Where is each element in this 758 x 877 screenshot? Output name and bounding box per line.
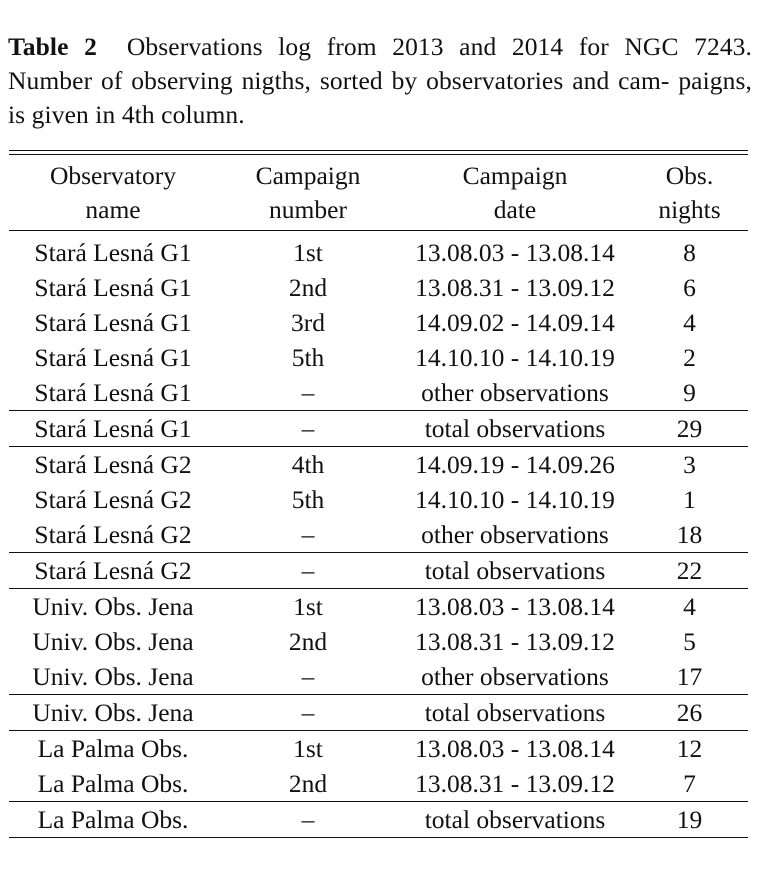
cell-campaign: 5th — [291, 485, 325, 514]
cell-observatory: Stará Lesná G1 — [34, 378, 192, 407]
header-observatory: Observatory name — [49, 161, 177, 224]
cell-observatory: Stará Lesná G2 — [9, 553, 217, 589]
cell-nights: 7 — [683, 769, 696, 798]
cell-campaign: – — [217, 411, 399, 447]
cell-nights: 5 — [683, 627, 696, 656]
header-row — [9, 155, 748, 231]
cell-date: 14.09.02 - 14.09.14 — [415, 308, 615, 337]
cell-nights: 26 — [631, 695, 748, 731]
cell-campaign: – — [217, 695, 399, 731]
cell-nights: 9 — [683, 378, 696, 407]
cell-campaign: – — [301, 378, 315, 407]
cell-nights: 18 — [676, 520, 703, 549]
table-caption — [8, 30, 752, 132]
cell-nights: 12 — [676, 734, 703, 763]
cell-campaign: 2nd — [288, 769, 328, 798]
cell-date: 14.10.10 - 14.10.19 — [415, 343, 615, 372]
cell-date: 13.08.03 - 13.08.14 — [415, 734, 615, 763]
table-row — [9, 231, 748, 270]
cell-observatory: Stará Lesná G2 — [34, 485, 192, 514]
cell-nights: 29 — [631, 411, 748, 447]
table-row — [9, 517, 748, 553]
header-obs-nights: Obs. nights — [658, 161, 721, 224]
cell-date: total observations — [399, 695, 631, 731]
cell-date: 13.08.31 - 13.09.12 — [415, 769, 615, 798]
cell-nights: 22 — [631, 553, 748, 589]
table-row — [9, 270, 748, 305]
cell-campaign: – — [217, 802, 399, 838]
cell-campaign: 1st — [293, 592, 323, 621]
table-row — [9, 766, 748, 802]
cell-campaign: – — [301, 520, 315, 549]
cell-date: total observations — [399, 411, 631, 447]
observations-table — [9, 150, 748, 838]
cell-observatory: Univ. Obs. Jena — [32, 592, 194, 621]
table-grid — [9, 155, 748, 838]
cell-date: 14.10.10 - 14.10.19 — [415, 485, 615, 514]
cell-date: total observations — [399, 802, 631, 838]
cell-date: other observations — [421, 520, 609, 549]
table-row — [9, 447, 748, 483]
cell-nights: 6 — [683, 273, 696, 302]
table-row — [9, 731, 748, 767]
cell-observatory: Univ. Obs. Jena — [9, 695, 217, 731]
cell-date: total observations — [399, 553, 631, 589]
cell-campaign: 3rd — [291, 308, 325, 337]
cell-observatory: Univ. Obs. Jena — [32, 627, 194, 656]
cell-date: other observations — [421, 662, 609, 691]
cell-nights: 4 — [683, 592, 696, 621]
cell-nights: 1 — [683, 485, 696, 514]
cell-observatory: Stará Lesná G1 — [34, 308, 192, 337]
caption-text: Observations log from 2013 and 2014 for NGC 7243. Number of observing nigths, sorted by observatories and cam- paigns, is given in 4th column. — [8, 32, 752, 129]
cell-date: other observations — [421, 378, 609, 407]
cell-nights: 2 — [683, 343, 696, 372]
cell-observatory: Stará Lesná G2 — [34, 450, 192, 479]
cell-observatory: Stará Lesná G1 — [34, 273, 192, 302]
total-row — [9, 553, 748, 589]
table-row — [9, 375, 748, 411]
cell-observatory: La Palma Obs. — [37, 769, 189, 798]
table-row — [9, 659, 748, 695]
cell-campaign: 2nd — [288, 627, 328, 656]
cell-date: 13.08.03 - 13.08.14 — [415, 238, 615, 267]
cell-campaign: 1st — [293, 734, 323, 763]
cell-campaign: 2nd — [288, 273, 328, 302]
cell-campaign: 1st — [293, 238, 323, 267]
header-campaign-date: Campaign date — [462, 161, 568, 224]
table-row — [9, 589, 748, 625]
cell-observatory: Univ. Obs. Jena — [32, 662, 194, 691]
cell-campaign: 5th — [291, 343, 325, 372]
cell-campaign: – — [301, 662, 315, 691]
cell-observatory: Stará Lesná G1 — [9, 411, 217, 447]
table-row — [9, 482, 748, 517]
cell-observatory: Stará Lesná G1 — [34, 343, 192, 372]
cell-date: 13.08.31 - 13.09.12 — [415, 273, 615, 302]
total-row — [9, 695, 748, 731]
total-row — [9, 411, 748, 447]
cell-observatory: Stará Lesná G2 — [34, 520, 192, 549]
cell-nights: 19 — [631, 802, 748, 838]
cell-nights: 4 — [683, 308, 696, 337]
table-row — [9, 340, 748, 375]
cell-campaign: 4th — [291, 450, 325, 479]
cell-observatory: Stará Lesná G1 — [34, 238, 192, 267]
caption-label: Table 2 — [8, 32, 97, 61]
cell-nights: 3 — [683, 450, 696, 479]
cell-date: 13.08.03 - 13.08.14 — [415, 592, 615, 621]
cell-observatory: La Palma Obs. — [9, 802, 217, 838]
cell-nights: 8 — [683, 238, 696, 267]
table-row — [9, 305, 748, 340]
header-campaign-number: Campaign number — [255, 161, 361, 224]
table-row — [9, 624, 748, 659]
cell-nights: 17 — [676, 662, 703, 691]
total-row — [9, 802, 748, 838]
cell-campaign: – — [217, 553, 399, 589]
cell-date: 13.08.31 - 13.09.12 — [415, 627, 615, 656]
cell-observatory: La Palma Obs. — [37, 734, 189, 763]
cell-date: 14.09.19 - 14.09.26 — [415, 450, 615, 479]
